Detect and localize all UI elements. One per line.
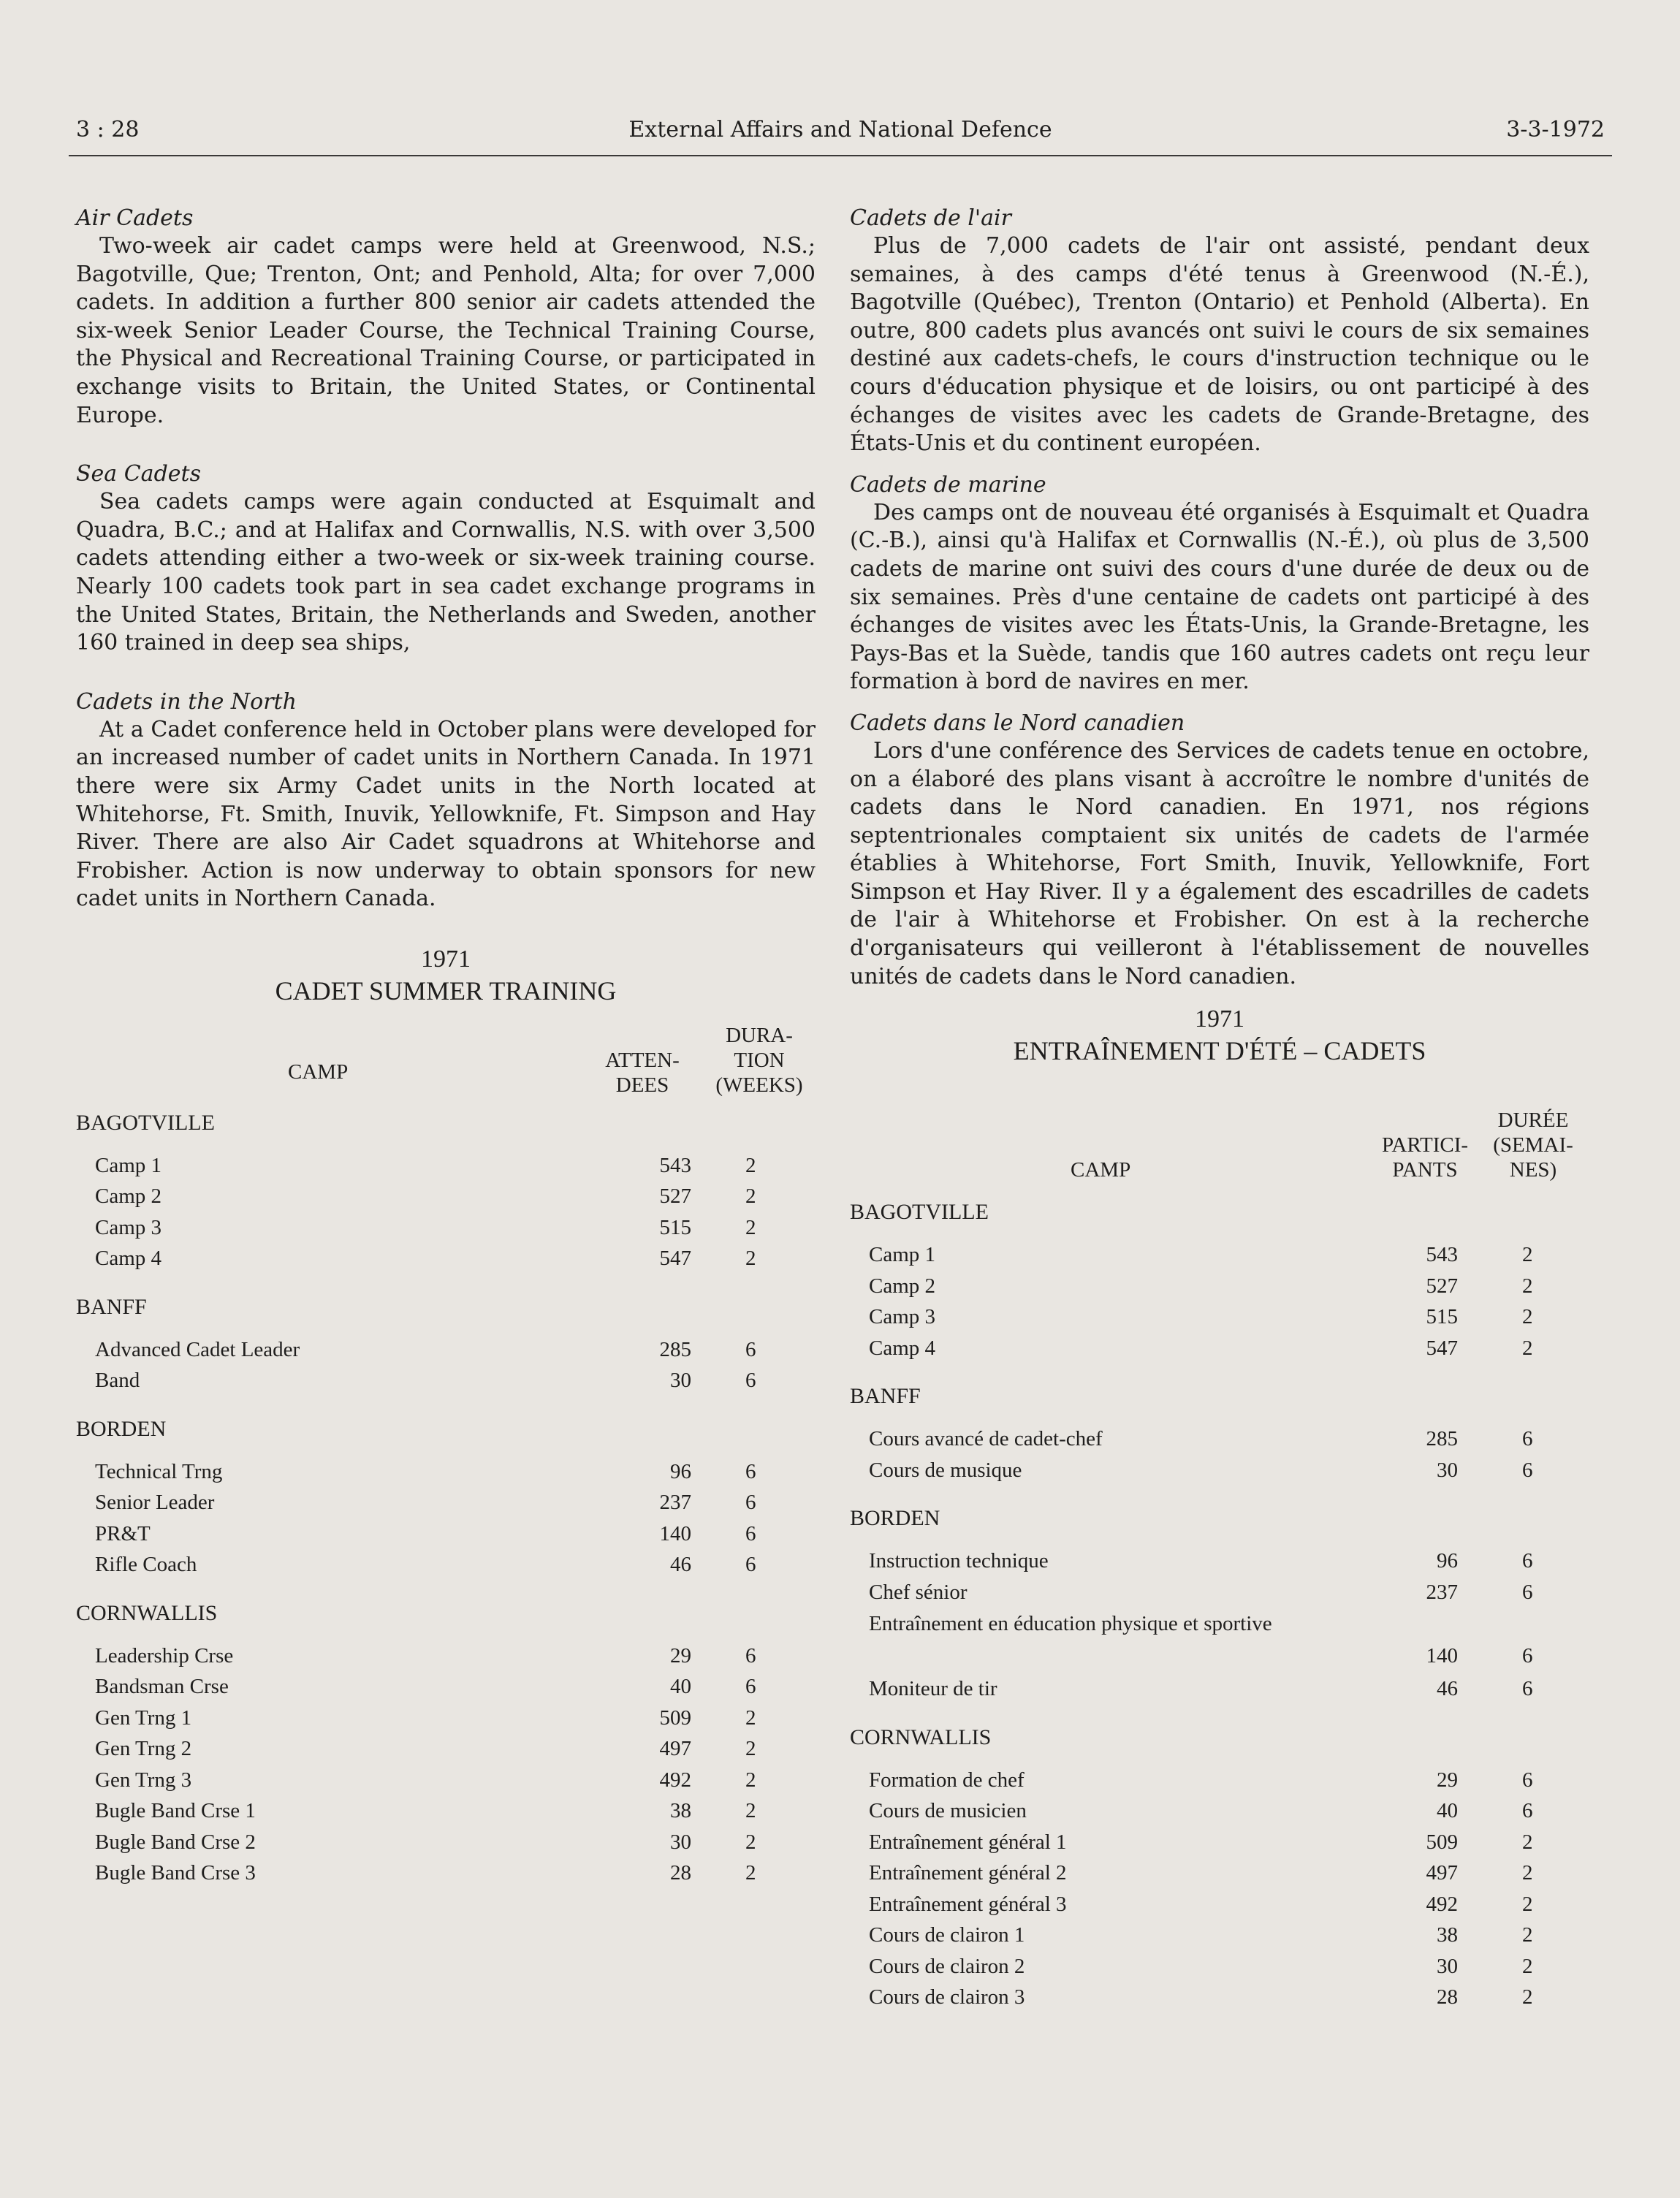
row-duration: 6 [745,1553,756,1577]
row-camp-name: Formation de chef [869,1768,1025,1792]
table-row [850,1765,1589,1796]
table-row [850,1951,1589,1982]
section-body: Plus de 7,000 cadets de l'air ont assisté, pendant deux semaines, à des camps d'été tenus à Greenwood (N.-É.), Bagotville (Québec), Trenton (Ontario) et Penhold (Alberta). En outre, 800 cadets plus avancés ont suivi le cours de six semaines destiné aux cadets-chefs, le cours d'instruction technique ou le cours d'éducation physique et de loisirs, ou ont participé à des échanges de visites avec les cadets de Grande-Bretagne, des États-Unis et du continent européen. [850,233,1589,457]
row-camp-name: Bugle Band Crse 1 [95,1799,256,1823]
row-duration: 2 [1522,1954,1533,1978]
row-camp-name: Rifle Coach [95,1553,197,1577]
column-header-duration [704,1023,814,1098]
row-camp-name: Bugle Band Crse 3 [95,1861,256,1885]
row-camp-name: Entraînement général 1 [869,1830,1067,1854]
table-row [850,1795,1589,1827]
table-group [850,1383,1589,1486]
table-row [850,1857,1589,1889]
row-attendees: 38 [1437,1923,1458,1947]
row-camp-name: Camp 1 [95,1153,162,1177]
table-row [850,1608,1589,1673]
row-duration: 6 [745,1459,756,1483]
english-column [76,205,816,1889]
row-attendees: 96 [1437,1549,1458,1573]
row-camp-name: Camp 2 [95,1184,162,1209]
row-camp-name: Camp 3 [869,1305,936,1329]
row-attendees: 527 [659,1184,691,1209]
row-attendees: 40 [670,1675,691,1699]
row-duration: 2 [1522,1243,1533,1267]
row-attendees: 527 [1426,1274,1458,1298]
row-duration: 6 [745,1643,756,1667]
page-number: 3 : 28 [76,117,140,142]
row-attendees: 547 [659,1247,691,1271]
row-attendees: 543 [1426,1243,1458,1267]
header-line: DURÉE [1497,1108,1569,1133]
row-camp-name: Entraînement général 3 [869,1892,1067,1916]
header-line: DEES [615,1073,669,1097]
table-row [76,1857,816,1889]
row-camp-name: Technical Trng [95,1459,223,1483]
row-camp-name: Instruction technique [869,1549,1049,1573]
group-name: CORNWALLIS [850,1724,992,1749]
row-attendees: 30 [1437,1954,1458,1978]
group-name: BAGOTVILLE [850,1200,989,1225]
group-name: BANFF [850,1384,921,1409]
row-duration: 2 [745,1705,756,1730]
text-section [850,710,1589,991]
row-duration: 6 [1522,1644,1533,1668]
row-camp-name: Camp 3 [95,1215,162,1239]
section-title: Sea Cadets [76,461,201,487]
row-duration: 2 [745,1799,756,1823]
row-attendees: 96 [670,1459,691,1483]
row-attendees: 515 [1426,1305,1458,1329]
section-title: Cadets dans le Nord canadien [850,710,1185,736]
row-duration: 2 [1522,1830,1533,1854]
row-attendees: 285 [659,1337,691,1361]
table-row [850,1577,1589,1608]
row-duration: 2 [1522,1305,1533,1329]
row-camp-name: Bandsman Crse [95,1675,229,1699]
table-group [76,1109,816,1274]
table-row [850,1301,1589,1333]
header-line: NES) [1509,1158,1557,1182]
text-section [850,205,1589,458]
row-camp-name: Chef sénior [869,1580,968,1604]
column-header-camp: CAMP [1071,1158,1131,1182]
row-attendees: 492 [1426,1892,1458,1916]
row-camp-name: Cours de musicien [869,1799,1027,1823]
row-attendees: 237 [1426,1580,1458,1604]
table-row [76,1733,816,1765]
row-attendees: 29 [670,1643,691,1667]
row-duration: 6 [745,1369,756,1393]
header-line: DURA- [726,1023,793,1047]
row-attendees: 140 [659,1521,691,1545]
table-row [76,1703,816,1734]
section-body: Two-week air cadet camps were held at Greenwood, N.S.; Bagotville, Que; Trenton, Ont; and Penhold, Alta; for over 7,000 cadets. In addition a further 800 senior air cadets attended the six-week Senior Leader Course, the Technical Training Course, the Physical and Recreational Training Course, or participated in exchange visits to Britain, the United States, or Continental Europe. [76,233,816,428]
row-camp-name: Camp 2 [869,1274,936,1298]
table-row [850,1333,1589,1364]
table-row [850,1271,1589,1302]
section-body: Des camps ont de nouveau été organisés à Esquimalt et Quadra (C.-B.), ainsi qu'à Halifax et Cornwallis (N.-É.), où plus de 3,500 cadets de marine ont suivi des cours d'une durée de deux ou de six semaines. Près d'une centaine de cadets ont participé à des échanges de visites avec les États-Unis, la Grande-Bretagne, les Pays-Bas et la Suède, tandis que 160 autres cadets ont reçu leur formation à bord de navires en mer. [850,499,1589,695]
table-row [850,1920,1589,1951]
training-table [76,944,816,1889]
table-row [76,1827,816,1858]
header-line: TION [734,1048,785,1072]
header-line: (WEEKS) [715,1073,803,1097]
row-attendees: 547 [1426,1336,1458,1360]
row-camp-name: Gen Trng 2 [95,1737,192,1761]
section-body: At a Cadet conference held in October plans were developed for an increased number of cadet units in Northern Canada. In 1971 there were six Army Cadet units in the North located at Whitehorse, Ft. Smith, Inuvik, Yellowknife, Ft. Simpson and Hay River. There are also Air Cadet squadrons at Whitehorse and Frobisher. Action is now underway to obtain sponsors for new cadet units in Northern Canada. [76,716,816,912]
text-section [76,688,816,913]
table-title: ENTRAÎNEMENT D'ÉTÉ – CADETS [1013,1036,1426,1066]
row-duration: 2 [745,1153,756,1177]
row-duration: 2 [1522,1861,1533,1885]
row-duration: 2 [745,1215,756,1239]
header-line: PARTICI- [1381,1133,1469,1157]
table-group [76,1415,816,1581]
row-attendees: 38 [670,1799,691,1823]
row-attendees: 140 [1426,1644,1458,1668]
text-section [76,460,816,658]
column-header-duration [1478,1108,1588,1182]
header-line: PANTS [1392,1158,1458,1182]
table-row [76,1365,816,1396]
row-duration: 6 [745,1337,756,1361]
row-duration: 2 [745,1737,756,1761]
table-row [850,1827,1589,1858]
row-attendees: 28 [1437,1985,1458,2009]
row-duration: 2 [1522,1336,1533,1360]
training-table [850,1004,1589,2013]
row-duration: 6 [745,1675,756,1699]
row-attendees: 497 [1426,1861,1458,1885]
group-name: BANFF [76,1294,147,1319]
row-attendees: 30 [670,1369,691,1393]
row-duration: 2 [1522,1892,1533,1916]
table-row [850,1982,1589,2013]
row-camp-name: Moniteur de tir [869,1677,997,1701]
column-header-attendees [588,1048,697,1098]
row-attendees: 46 [1437,1677,1458,1701]
column-header-attendees [1370,1133,1480,1182]
row-attendees: 492 [659,1768,691,1792]
row-attendees: 46 [670,1553,691,1577]
group-name: CORNWALLIS [76,1600,218,1625]
section-title: Cadets de marine [850,471,1046,498]
table-row [850,1889,1589,1920]
table-year: 1971 [421,945,471,973]
table-group [850,1724,1589,2013]
table-row [76,1518,816,1550]
table-group [850,1198,1589,1364]
row-attendees: 28 [670,1861,691,1885]
text-section [76,205,816,430]
column-header-camp: CAMP [288,1060,349,1084]
row-duration: 6 [1522,1549,1533,1573]
table-row [76,1487,816,1518]
row-duration: 6 [745,1521,756,1545]
header-date: 3-3-1972 [1506,117,1605,142]
row-attendees: 29 [1437,1768,1458,1792]
row-duration: 6 [1522,1768,1533,1792]
row-camp-name: Entraînement général 2 [869,1861,1067,1885]
row-duration: 2 [1522,1985,1533,2009]
french-column [850,205,1589,2013]
row-duration: 2 [745,1830,756,1854]
row-duration: 2 [1522,1923,1533,1947]
table-row [850,1545,1589,1577]
row-camp-name: Bugle Band Crse 2 [95,1830,256,1854]
row-duration: 2 [745,1184,756,1209]
table-row [76,1795,816,1827]
section-title: Cadets in the North [76,688,297,715]
row-camp-name: Cours avancé de cadet-chef [869,1427,1103,1451]
table-row [850,1455,1589,1486]
section-title: Air Cadets [76,205,194,231]
table-row [76,1181,816,1212]
table-row [850,1239,1589,1271]
header-line: ATTEN- [605,1048,680,1072]
section-title: Cadets de l'air [850,205,1011,231]
row-camp-name: Cours de clairon 2 [869,1954,1025,1978]
row-attendees: 30 [1437,1458,1458,1482]
row-camp-name: Entraînement en éducation physique et sportive [869,1612,1272,1636]
row-camp-name: Band [95,1369,140,1393]
row-attendees: 515 [659,1215,691,1239]
row-camp-name: Camp 1 [869,1243,936,1267]
section-body: Sea cadets camps were again conducted at Esquimalt and Quadra, B.C.; and at Halifax and Cornwallis, N.S. with over 3,500 cadets attending either a two-week or six-week training course. Nearly 100 cadets took part in sea cadet exchange programs in the United States, Britain, the Netherlands and Sweden, another 160 trained in deep sea ships, [76,489,816,656]
table-row [76,1243,816,1274]
row-attendees: 40 [1437,1799,1458,1823]
group-name: BORDEN [76,1416,167,1441]
table-row [76,1150,816,1182]
table-column-headers [850,1083,1589,1185]
row-camp-name: Advanced Cadet Leader [95,1337,300,1361]
table-group [76,1293,816,1396]
row-duration: 6 [1522,1799,1533,1823]
text-section [850,471,1589,696]
row-camp-name: Camp 4 [869,1336,936,1360]
table-group [850,1505,1589,1705]
group-name: BAGOTVILLE [76,1110,215,1135]
row-camp-name: Camp 4 [95,1247,162,1271]
table-row [850,1423,1589,1455]
row-duration: 6 [1522,1458,1533,1482]
row-duration: 6 [1522,1427,1533,1451]
row-camp-name: Cours de clairon 3 [869,1985,1025,2009]
row-duration: 6 [745,1491,756,1515]
table-row [76,1212,816,1244]
table-row [76,1549,816,1581]
header-line: (SEMAI- [1493,1133,1573,1157]
row-attendees: 237 [659,1491,691,1515]
row-duration: 2 [745,1861,756,1885]
table-column-headers [76,1023,816,1096]
row-duration: 6 [1522,1677,1533,1701]
table-row [76,1334,816,1366]
row-attendees: 30 [670,1830,691,1854]
table-title: CADET SUMMER TRAINING [275,976,617,1005]
row-camp-name: Cours de musique [869,1458,1022,1482]
table-group [76,1600,816,1889]
table-row [76,1671,816,1703]
row-attendees: 285 [1426,1427,1458,1451]
row-duration: 2 [1522,1274,1533,1298]
group-name: BORDEN [850,1506,940,1531]
section-body: Lors d'une conférence des Services de cadets tenue en octobre, on a élaboré des plans visant à accroître le nombre d'unités de cadets dans le Nord canadien. En 1971, nos régions septentrionales comptaient six unités de cadets de l'armée établies à Whitehorse, Fort Smith, Inuvik, Yellowknife, Fort Simpson et Hay River. Il y a également des escadrilles de cadets de l'air à Whitehorse et Frobisher. On est à la recherche d'organisateurs qui veilleront à l'établissement de nouvelles unités de cadets dans le Nord canadien. [850,737,1589,989]
table-row [76,1640,816,1672]
row-camp-name: Cours de clairon 1 [869,1923,1025,1947]
row-camp-name: Senior Leader [95,1491,215,1515]
row-attendees: 497 [659,1737,691,1761]
row-attendees: 509 [1426,1830,1458,1854]
row-duration: 6 [1522,1580,1533,1604]
row-attendees: 509 [659,1705,691,1730]
table-row [850,1673,1589,1705]
row-duration: 2 [745,1768,756,1792]
running-header [76,117,1605,149]
row-duration: 2 [745,1247,756,1271]
row-camp-name: Gen Trng 3 [95,1768,192,1792]
header-rule [69,155,1612,156]
table-row [76,1765,816,1796]
table-year: 1971 [1195,1005,1244,1033]
row-camp-name: Leadership Crse [95,1643,234,1667]
header-title: External Affairs and National Defence [628,117,1052,142]
row-camp-name: PR&T [95,1521,151,1545]
row-attendees: 543 [659,1153,691,1177]
row-camp-name: Gen Trng 1 [95,1705,192,1730]
table-row [76,1456,816,1488]
